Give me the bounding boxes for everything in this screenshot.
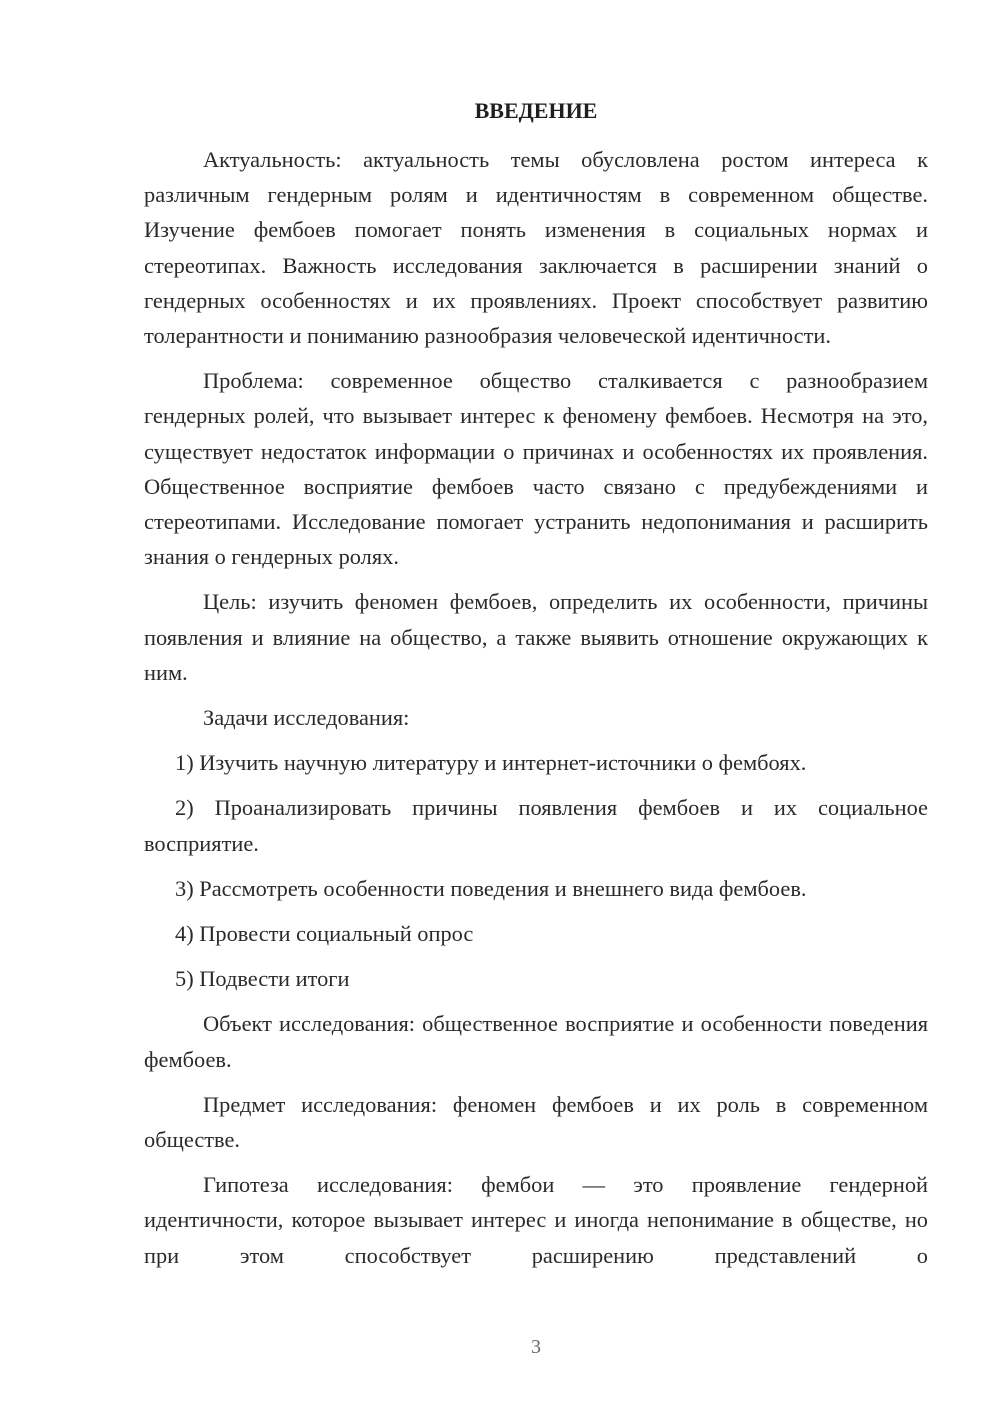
problem-paragraph: Проблема: современное общество сталкивается с разнообразием гендерных ролей, что вызывает интерес к феномену фембоев. Несмотря на это, существует недостаток информации о причинах и особенностях их проявления. Общественное восприятие фембоев часто связано с предубеждениями и стереотипами. Исследование помогает устранить недопонимания и расширить знания о гендерных ролях. [144,368,928,570]
task-item-2: 2) Проанализировать причины появления фембоев и их социальное восприятие. [144,795,928,856]
task-item-1: 1) Изучить научную литературу и интернет-источники о фембоях. [175,750,807,776]
subject-paragraph: Предмет исследования: феномен фембоев и их роль в современном обществе. [144,1091,928,1153]
page-number: 3 [531,1336,541,1358]
object-paragraph: Объект исследования: общественное восприятие и особенности поведения фембоев. [144,1011,928,1072]
task-item-3: 3) Рассмотреть особенности поведения и внешнего вида фембоев. [175,875,807,901]
section-title: ВВЕДЕНИЕ [474,98,598,123]
hypothesis-paragraph: Гипотеза исследования: фембои — это проявление гендерной идентичности, которое вызывает интерес и иногда непонимание в обществе, но при этом способствует расширению представлений о [144,1172,928,1268]
task-item-4: 4) Провести социальный опрос [175,921,474,947]
relevance-paragraph: Актуальность: актуальность темы обусловлена ростом интереса к различным гендерным ролям и идентичностям в современном обществе. Изучение фембоев помогает понять изменения в социальных нормах и стереотипах. Важность исследования заключается в расширении знаний о гендерных особенностях и их проявлениях. Проект способствует развитию толерантности и пониманию разнообразия человеческой идентичности. [144,147,928,349]
goal-paragraph: Цель: изучить феномен фембоев, определить их особенности, причины появления и влияние на общество, а также выявить отношение окружающих к ним. [144,589,928,685]
task-item-5: 5) Подвести итоги [175,966,350,992]
tasks-heading: Задачи исследования: [203,705,410,731]
page-body [144,142,928,1273]
